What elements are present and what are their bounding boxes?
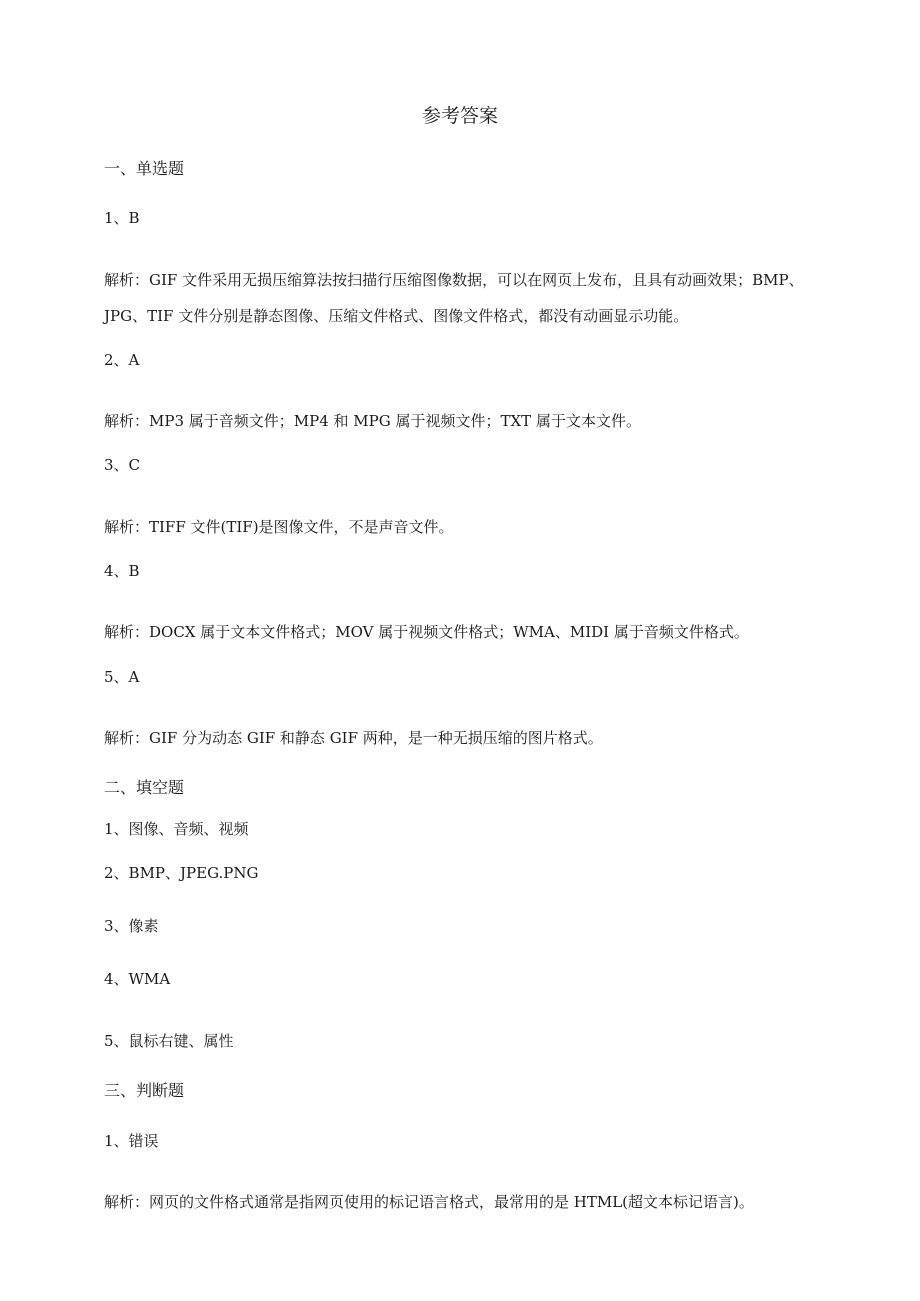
fill-answer-2: 2、BMP、JPEG.PNG (104, 864, 259, 882)
section-heading-fill-in: 二、填空题 (104, 778, 185, 797)
analysis-3: 解析：TIFF 文件(TIF)是图像文件，不是声音文件。 (104, 518, 454, 536)
fill-answer-4: 4、WMA (104, 970, 171, 988)
fill-answer-5: 5、鼠标右键、属性 (104, 1032, 234, 1050)
analysis-5: 解析：GIF 分为动态 GIF 和静态 GIF 两种，是一种无损压缩的图片格式。 (104, 729, 603, 747)
fill-answer-3: 3、像素 (104, 917, 159, 935)
section-heading-true-false: 三、判断题 (104, 1081, 185, 1100)
fill-answer-1: 1、图像、音频、视频 (104, 820, 249, 838)
analysis-1-line-2: JPG、TIF 文件分别是静态图像、压缩文件格式、图像文件格式，都没有动画显示功能。 (104, 307, 689, 325)
answer-3: 3、C (104, 456, 141, 474)
section-heading-single-choice: 一、单选题 (104, 159, 185, 178)
analysis-1-line-1: 解析：GIF 文件采用无损压缩算法按扫描行压缩图像数据，可以在网页上发布，且具有动画效果；BMP、 (104, 271, 804, 289)
page-title: 参考答案 (421, 105, 498, 127)
answer-5: 5、A (104, 668, 140, 686)
answer-1: 1、B (104, 209, 140, 227)
analysis-2: 解析：MP3 属于音频文件；MP4 和 MPG 属于视频文件；TXT 属于文本文件。 (104, 412, 641, 430)
judge-analysis-1: 解析：网页的文件格式通常是指网页使用的标记语言格式，最常用的是 HTML(超文本标记语言)。 (104, 1193, 754, 1211)
answer-4: 4、B (104, 562, 140, 580)
analysis-4: 解析：DOCX 属于文本文件格式；MOV 属于视频文件格式；WMA、MIDI 属于音频文件格式。 (104, 623, 749, 641)
judge-answer-1: 1、错误 (104, 1132, 159, 1150)
answer-2: 2、A (104, 351, 140, 369)
